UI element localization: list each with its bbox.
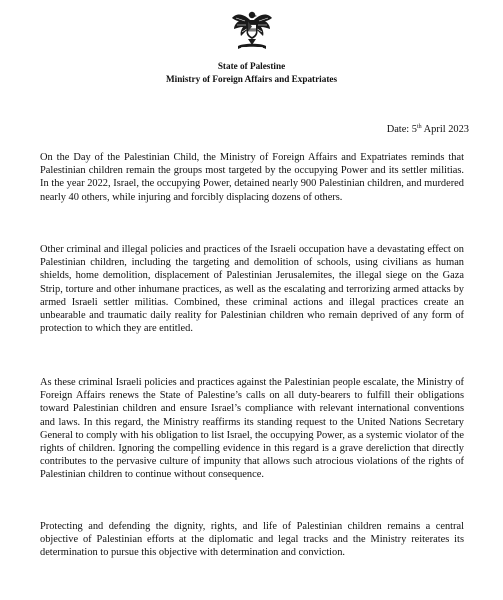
ministry-name: Ministry of Foreign Affairs and Expatriates [165,74,338,84]
body-paragraph: On the Day of the Palestinian Child, the Ministry of Foreign Affairs and Expatriates reminds that Palestinian children remain the groups most targeted by the occupying Power and its settler militias. In the year 2022, Israel, the occupying Power, detained nearly 900 Palestinian children, and murdered nearly 40 others, while injuring and forcibly displacing dozens of others. [40,152,464,203]
document-date [387,123,469,136]
state-name: State of Palestine [217,61,286,71]
eagle-emblem-icon [231,8,273,52]
date-prefix: Date: 5 [386,124,417,135]
body-paragraph: As these criminal Israeli policies and practices against the Palestinian people escalate, the Ministry of Foreign Affairs renews the State of Palestine’s calls on all duty-bearers to fulfill their obligations toward Palestinian children and ensure Israel’s compliance with relevant international conventions and laws. In this regard, the Ministry reaffirms its standing request to the United Nations Secretary General to comply with his obligation to list Israel, the occupying Power, as a systemic violator of the rights of children. Ignoring the compelling evidence in this regard is a grave dereliction that directly contributes to the pervasive culture of impunity that allows such atrocious violations of the rights of Palestinian children to continue without consequence. [40,377,464,481]
date-rest: April 2023 [421,124,469,135]
body-paragraph: Protecting and defending the dignity, rights, and life of Palestinian children remains a central objective of Palestinian efforts at the diplomatic and legal tracks and the Ministry reiterates its determination to pursue this objective with determination and conviction. [40,521,464,559]
body-paragraph: Other criminal and illegal policies and practices of the Israeli occupation have a devastating effect on Palestinian children, including the targeting and demolition of schools, using civilians as human shields, home demolition, displacement of Palestinian Jerusalemites, the illegal siege on the Gaza Strip, torture and other inhumane practices, as well as the escalating and terrorizing armed attacks by armed Israeli settler militias. Combined, these criminal actions and illegal practices create an unbearable and traumatic daily reality for Palestinian children who remain deprived of any form of protection to which they are entitled. [40,244,464,335]
letterhead [0,60,503,86]
date-ordinal-suffix: th [416,124,422,130]
